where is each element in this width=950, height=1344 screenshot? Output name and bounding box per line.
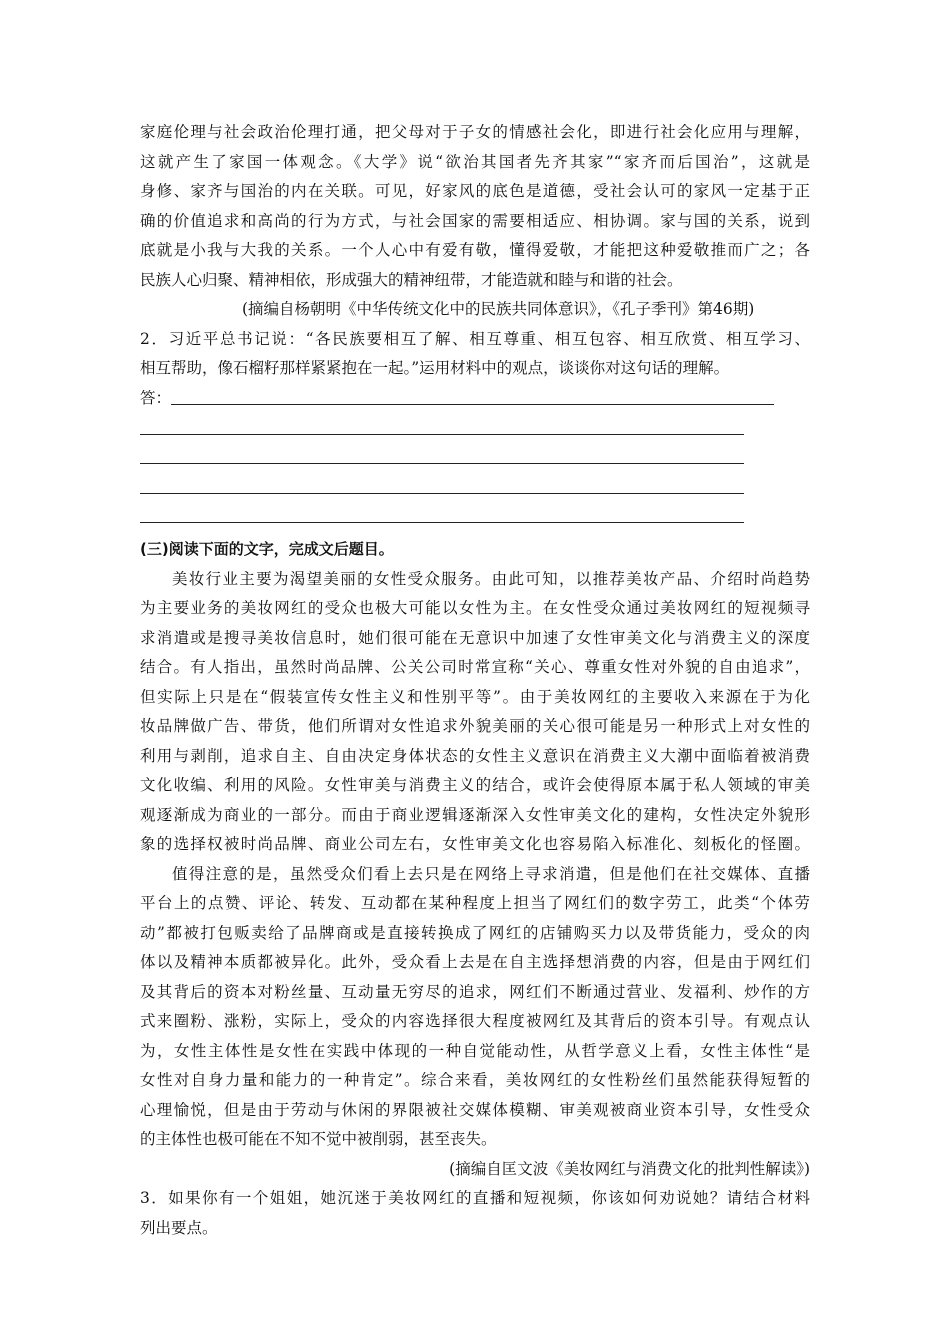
text-line: 这就产生了家国一体观念。《大学》说“欲治其国者先齐其家”“家齐而后国治”，这就是 bbox=[140, 152, 810, 171]
text-line: 妆品牌做广告、带货，他们所谓对女性追求外貌美丽的关心很可能是另一种形式上对女性的 bbox=[140, 717, 810, 735]
text-line: 值得注意的是，虽然受众们看上去只是在网络上寻求消遣，但是他们在社交媒体、直播 bbox=[172, 864, 810, 883]
text-line: 文化收编、利用的风险。女性审美与消费主义的结合，或许会使得原本属于私人领域的审美 bbox=[140, 776, 810, 794]
answer-underline bbox=[140, 463, 744, 464]
text-line: 美妆行业主要为渴望美丽的女性受众服务。由此可知，以推荐美妆产品、介绍时尚趋势 bbox=[172, 569, 810, 588]
question-text-line: 列出要点。 bbox=[140, 1218, 218, 1237]
question-text-line: 2．习近平总书记说：“各民族要相互了解、相互尊重、相互包容、相互欣赏、相互学习、 bbox=[140, 329, 810, 348]
text-line: 式来圈粉、涨粉，实际上，受众的内容选择很大程度被网红及其背后的资本引导。有观点认 bbox=[140, 1012, 810, 1030]
text-line: 但实际上只是在“假装宣传女性主义和性别平等”。由于美妆网红的主要收入来源在于为化 bbox=[140, 687, 810, 706]
answer-blank-line[interactable] bbox=[140, 502, 810, 532]
answer-blank-line[interactable] bbox=[140, 443, 810, 473]
answer-blank-line[interactable] bbox=[140, 413, 810, 443]
question-3 bbox=[140, 1184, 810, 1243]
question-2 bbox=[140, 325, 810, 532]
text-line: 为，女性主体性是女性在实践中体现的一种自觉能动性，从哲学意义上看，女性主体性“是 bbox=[140, 1041, 810, 1060]
answer-underline bbox=[171, 404, 774, 405]
text-line: 平台上的点赞、评论、转发、互动都在某种程度上担当了网红们的数字劳工，此类“个体劳 bbox=[140, 894, 810, 912]
paragraph-1 bbox=[140, 565, 810, 860]
text-line: 心理愉悦，但是由于劳动与休闲的界限被社交媒体模糊、审美观被商业资本引导，女性受众 bbox=[140, 1100, 810, 1119]
document-page bbox=[140, 118, 810, 1243]
answer-blank-line[interactable] bbox=[140, 472, 810, 502]
text-line: 身修、家齐与国治的内在关联。可见，好家风的底色是道德，受社会认可的家风一定基于正 bbox=[140, 182, 810, 200]
source-citation: (摘编自匡文波《美妆网红与消费文化的批判性解读》) bbox=[449, 1159, 810, 1178]
answer-underline bbox=[140, 434, 744, 435]
text-line: 的主体性也极可能在不知不觉中被削弱，甚至丧失。 bbox=[140, 1130, 497, 1148]
answer-label: 答： bbox=[140, 388, 172, 407]
source-citation: (摘编自杨朝明《中华传统文化中的民族共同体意识》，《孔子季刊》第46期) bbox=[242, 300, 755, 318]
text-line: 民族人心归聚、精神相依，形成强大的精神纽带，才能造就和睦与和谐的社会。 bbox=[140, 270, 683, 289]
answer-underline bbox=[140, 493, 744, 494]
paragraph-2 bbox=[140, 860, 810, 1155]
answer-underline bbox=[140, 522, 744, 523]
text-line: 观逐渐成为商业的一部分。而由于商业逻辑逐渐深入女性审美文化的建构，女性决定外貌形 bbox=[140, 805, 810, 824]
text-line: 结合。有人指出，虽然时尚品牌、公关公司时常宣称“关心、尊重女性对外貌的自由追求”， bbox=[140, 658, 810, 676]
answer-line[interactable] bbox=[140, 384, 810, 414]
text-line: 动”都被打包贩卖给了品牌商或是直接转换成了网红的店铺购买力以及带货能力，受众的肉 bbox=[140, 923, 810, 942]
section-3 bbox=[140, 535, 810, 1184]
text-line: 底就是小我与大我的关系。一个人心中有爱有敬，懂得爱敬，才能把这种爱敬推而广之；各 bbox=[140, 241, 810, 259]
text-line: 象的选择权被时尚品牌、商业公司左右，女性审美文化也容易陷入标准化、刻板化的怪圈。 bbox=[140, 835, 810, 853]
text-line: 体以及精神本质都被异化。此外，受众看上去是在自主选择想消费的内容，但是由于网红们 bbox=[140, 953, 810, 971]
text-line: 及其背后的资本对粉丝量、互动量无穷尽的追求，网红们不断通过营业、发福利、炒作的方 bbox=[140, 982, 810, 1001]
passage-2 bbox=[140, 118, 810, 325]
question-text-line: 相互帮助，像石榴籽那样紧紧抱在一起。”运用材料中的观点，谈谈你对这句话的理解。 bbox=[140, 359, 730, 377]
text-line: 利用与剥削，追求自主、自由决定身体状态的女性主义意识在消费主义大潮中面临着被消费 bbox=[140, 746, 810, 765]
text-line: 求消遣或是搜寻美妆信息时，她们很可能在无意识中加速了女性审美文化与消费主义的深度 bbox=[140, 628, 810, 647]
text-line: 家庭伦理与社会政治伦理打通，把父母对于子女的情感社会化，即进行社会化应用与理解， bbox=[140, 123, 810, 141]
text-line: 女性对自身力量和能力的一种肯定”。综合来看，美妆网红的女性粉丝们虽然能获得短暂的 bbox=[140, 1071, 810, 1089]
text-line: 确的价值追求和高尚的行为方式，与社会国家的需要相适应、相协调。家与国的关系，说到 bbox=[140, 211, 810, 230]
question-text-line: 3．如果你有一个姐姐，她沉迷于美妆网红的直播和短视频，你该如何劝说她？请结合材料 bbox=[140, 1189, 810, 1207]
section-heading: (三)阅读下面的文字，完成文后题目。 bbox=[140, 540, 394, 558]
text-line: 为主要业务的美妆网红的受众也极大可能以女性为主。在女性受众通过美妆网红的短视频寻 bbox=[140, 599, 810, 617]
